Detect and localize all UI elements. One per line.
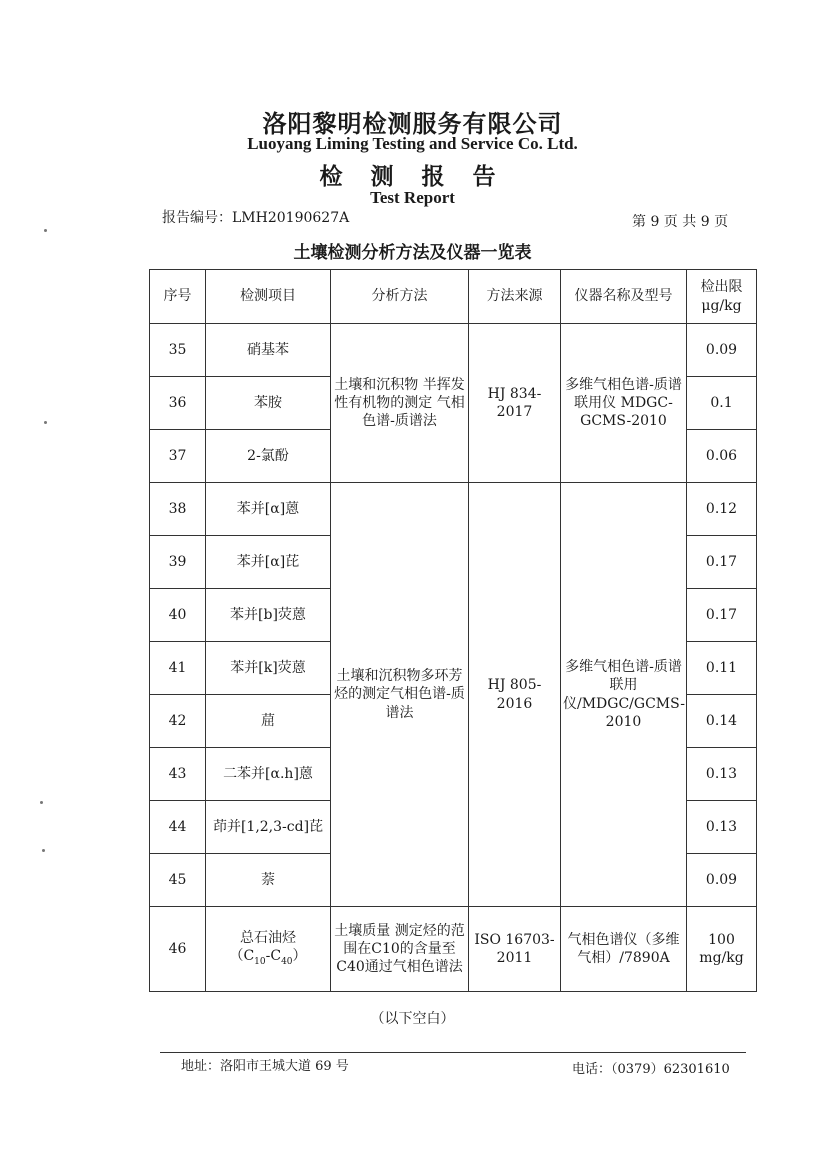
row-limit: 100 mg/kg — [687, 907, 757, 992]
scan-speck — [40, 801, 43, 804]
group-instrument: 多维气相色谱-质谱联用仪 MDGC-GCMS-2010 — [561, 324, 687, 483]
row-item: 苯并[α]芘 — [206, 536, 331, 589]
formula-open: （C — [229, 948, 255, 965]
formula-mid: -C — [265, 948, 282, 965]
row-no: 40 — [150, 589, 206, 642]
row-limit: 0.06 — [687, 430, 757, 483]
row-item: 苯胺 — [206, 377, 331, 430]
row-no: 35 — [150, 324, 206, 377]
header-no: 序号 — [150, 270, 206, 324]
row-no: 39 — [150, 536, 206, 589]
row-item-formula — [229, 948, 307, 968]
row-limit: 0.09 — [687, 324, 757, 377]
scan-speck — [44, 421, 47, 424]
footer-divider — [160, 1052, 746, 1053]
report-number-label: 报告编号： — [162, 210, 232, 226]
row-no: 36 — [150, 377, 206, 430]
row-limit: 0.17 — [687, 589, 757, 642]
row-limit: 0.17 — [687, 536, 757, 589]
row-no: 38 — [150, 483, 206, 536]
row-no: 37 — [150, 430, 206, 483]
group-instrument: 气相色谱仪（多维气相）/7890A — [561, 907, 687, 992]
footer-phone: 电话：（0379）62301610 — [572, 1062, 730, 1077]
formula-sub-2: 40 — [281, 957, 293, 968]
row-limit: 0.11 — [687, 642, 757, 695]
row-no: 45 — [150, 854, 206, 907]
row-limit: 0.1 — [687, 377, 757, 430]
row-limit: 0.12 — [687, 483, 757, 536]
row-item: 䓛 — [206, 695, 331, 748]
header-method: 分析方法 — [331, 270, 469, 324]
company-name-en: Luoyang Liming Testing and Service Co. Ltd. — [247, 134, 578, 153]
scan-speck — [42, 849, 45, 852]
row-limit: 0.09 — [687, 854, 757, 907]
group-source: HJ 805-2016 — [469, 483, 561, 907]
header-item: 检测项目 — [206, 270, 331, 324]
formula-sub-1: 10 — [254, 957, 266, 968]
row-limit: 0.13 — [687, 748, 757, 801]
row-item: 萘 — [206, 854, 331, 907]
page-info: 第 9 页 共 9 页 — [632, 214, 729, 230]
group-method: 土壤和沉积物多环芳烃的测定气相色谱-质谱法 — [331, 483, 469, 907]
blank-below-note: （以下空白） — [370, 1011, 455, 1027]
report-number — [162, 207, 349, 227]
row-item: 2-氯酚 — [206, 430, 331, 483]
header-limit — [687, 270, 757, 324]
row-limit: 0.14 — [687, 695, 757, 748]
table-row — [150, 324, 757, 377]
row-item: 二苯并[α.h]蒽 — [206, 748, 331, 801]
report-title-en: Test Report — [370, 188, 455, 207]
row-item-main: 总石油烃 — [240, 930, 296, 947]
group-instrument: 多维气相色谱-质谱联用仪/MDGC/GCMS-2010 — [561, 483, 687, 907]
methods-table — [149, 269, 757, 992]
row-item: 硝基苯 — [206, 324, 331, 377]
footer-address: 地址：洛阳市王城大道 69 号 — [181, 1059, 349, 1074]
scan-speck — [44, 229, 47, 232]
company-name-cn: 洛阳黎明检测服务有限公司 — [262, 109, 563, 138]
formula-close: ） — [292, 948, 307, 965]
group-source: ISO 16703-2011 — [469, 907, 561, 992]
table-row — [150, 907, 757, 992]
row-item: 苯并[b]荧蒽 — [206, 589, 331, 642]
row-limit: 0.13 — [687, 801, 757, 854]
header-instrument: 仪器名称及型号 — [561, 270, 687, 324]
report-title-cn: 检 测 报 告 — [319, 163, 506, 190]
row-item: 苯并[k]荧蒽 — [206, 642, 331, 695]
row-item: 苯并[α]蒽 — [206, 483, 331, 536]
header-source: 方法来源 — [469, 270, 561, 324]
table-row — [150, 483, 757, 536]
row-no: 42 — [150, 695, 206, 748]
group-method: 土壤质量 测定烃的范围在C10的含量至C40通过气相色谱法 — [331, 907, 469, 992]
row-item — [206, 907, 331, 992]
row-no: 44 — [150, 801, 206, 854]
header-limit-unit: μg/kg — [701, 297, 742, 314]
row-no: 46 — [150, 907, 206, 992]
group-method: 土壤和沉积物 半挥发性有机物的测定 气相色谱-质谱法 — [331, 324, 469, 483]
group-source: HJ 834-2017 — [469, 324, 561, 483]
header-limit-label: 检出限 — [700, 279, 743, 296]
row-no: 41 — [150, 642, 206, 695]
table-title: 土壤检测分析方法及仪器一览表 — [293, 243, 532, 263]
report-number-value: LMH20190627A — [232, 210, 350, 226]
row-item: 茚并[1,2,3-cd]芘 — [206, 801, 331, 854]
row-no: 43 — [150, 748, 206, 801]
table-header-row — [150, 270, 757, 324]
